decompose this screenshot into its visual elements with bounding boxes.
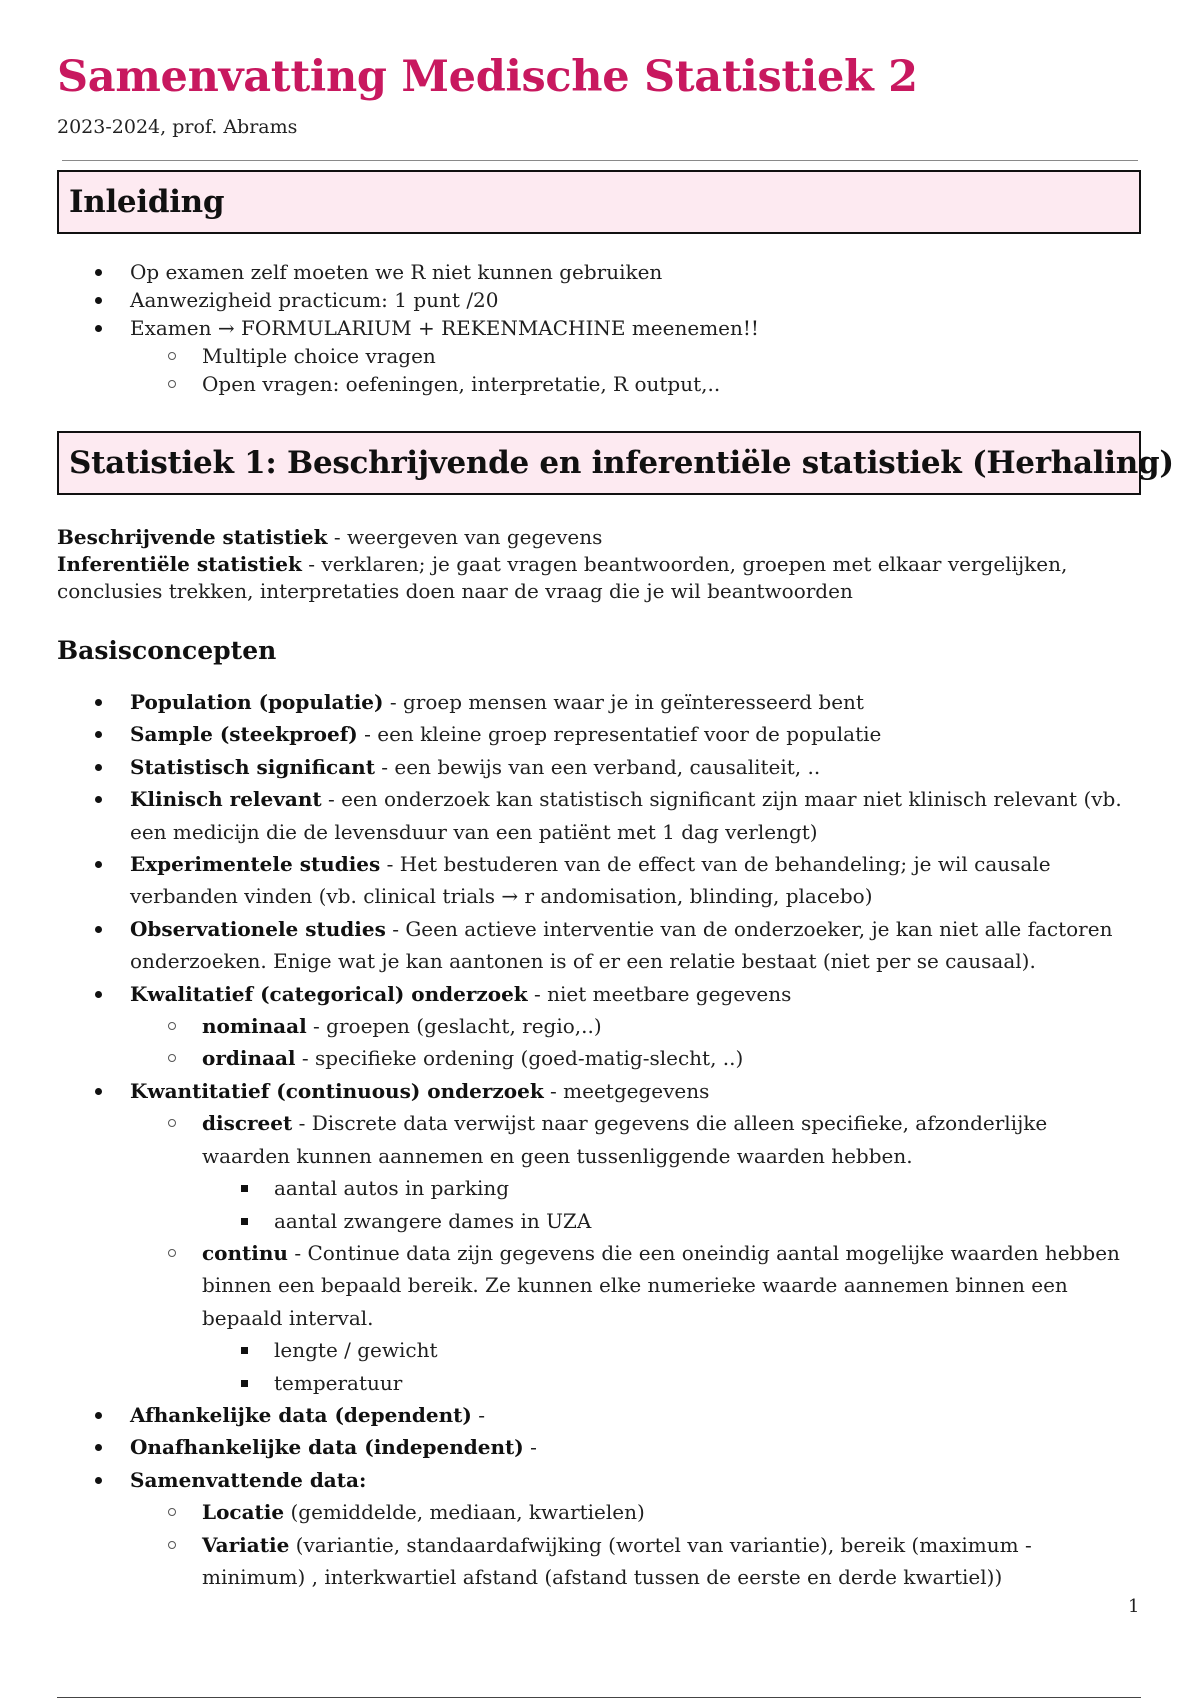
concept-subitem — [0, 1496, 1140, 1528]
concept-text: - Continue data zijn gegevens die een oneindig aantal mogelijke waarden hebben binnen een bepaald bereik. Ze kunnen elke numerieke waarde aannemen binnen een bepaald interval. — [202, 1240, 1120, 1330]
concept-item — [0, 686, 1140, 718]
concept-term: nominaal — [202, 1014, 307, 1039]
concept-item — [0, 1075, 1140, 1107]
concept-subitem — [0, 1010, 1140, 1042]
concept-term: Onafhankelijke data (independent) — [130, 1435, 524, 1460]
subheading-basisconcepten: Basisconcepten — [57, 636, 277, 665]
concept-text: - Het bestuderen van de effect van de behandeling; je wil causale verbanden vinden (vb. clinical trials → r andomisation, blinding, placebo) — [130, 852, 1051, 909]
concept-text: - — [523, 1435, 537, 1460]
concept-term: Variatie — [202, 1532, 290, 1557]
concept-term: Afhankelijke data (dependent) — [130, 1402, 472, 1427]
concept-item — [0, 1431, 1140, 1463]
definitions — [57, 524, 1147, 605]
concept-text: (gemiddelde, mediaan, kwartielen) — [284, 1500, 645, 1525]
concept-term: Locatie — [202, 1500, 285, 1525]
concept-item — [0, 913, 1140, 978]
page-bottom-rule — [57, 1697, 1141, 1698]
definition-text: - weergeven van gegevens — [327, 525, 603, 549]
concept-text: - groep mensen waar je in geïnteresseerd bent — [383, 690, 864, 714]
concept-term: Samenvattende data: — [130, 1467, 367, 1492]
list-subitem: Open vragen: oefeningen, interpretatie, R output,.. — [0, 370, 1200, 398]
document-title: Samenvatting Medische Statistiek 2 — [57, 52, 918, 102]
concept-text: - niet meetbare gegevens — [527, 981, 792, 1006]
concept-example: lengte / gewicht — [0, 1334, 1200, 1366]
section-heading-statistiek-1: Statistiek 1: Beschrijvende en inferentiële statistiek (Herhaling) — [69, 445, 1174, 481]
concept-term: Population (populatie) — [130, 690, 384, 714]
list-item: Aanwezigheid practicum: 1 punt /20 — [0, 286, 1200, 314]
concept-text: - een bewijs van een verband, causaliteit, .. — [374, 754, 821, 779]
concept-text: - — [471, 1402, 485, 1427]
concept-text: - specifieke ordening (goed-matig-slecht, ..) — [295, 1046, 744, 1071]
concept-example: aantal zwangere dames in UZA — [0, 1205, 1200, 1237]
concept-item — [0, 751, 1140, 783]
concept-subitem — [0, 1107, 1140, 1172]
concept-term: Statistisch significant — [130, 754, 375, 779]
definition — [57, 524, 1147, 551]
concept-subitem — [0, 1042, 1140, 1074]
list-item: Op examen zelf moeten we R niet kunnen gebruiken — [0, 258, 1200, 286]
concept-text: - een kleine groep representatief voor de populatie — [357, 722, 882, 747]
concept-item — [0, 978, 1140, 1010]
concept-term: ordinaal — [202, 1046, 296, 1071]
definition-term: Beschrijvende statistiek — [57, 525, 328, 549]
concept-term: Kwalitatief (categorical) onderzoek — [130, 981, 528, 1006]
concept-text: - meetgegevens — [543, 1078, 710, 1103]
section-inleiding — [57, 170, 1141, 234]
definition — [57, 551, 1147, 605]
inleiding-list — [0, 258, 1200, 398]
concept-item — [0, 1399, 1140, 1431]
concept-term: Observationele studies — [130, 916, 386, 941]
concept-subitem — [0, 1529, 1140, 1594]
concept-text: - Discrete data verwijst naar gegevens die alleen specifieke, afzonderlijke waarden kunnen aannemen en geen tussenliggende waarden hebben. — [202, 1111, 1048, 1168]
concept-term: Experimentele studies — [130, 852, 381, 877]
concept-text: - groepen (geslacht, regio,..) — [306, 1014, 602, 1039]
concept-subitem — [0, 1237, 1140, 1334]
document-subtitle: 2023-2024, prof. Abrams — [57, 116, 298, 138]
basisconcepten-list — [0, 686, 1200, 1593]
concept-term: continu — [202, 1240, 288, 1265]
concept-text: (variantie, standaardafwijking (wortel van variantie), bereik (maximum - minimum) , interkwartiel afstand (afstand tussen de eerste en derde kwartiel)) — [202, 1532, 1032, 1589]
concept-term: Sample (steekproef) — [130, 722, 358, 747]
concept-item — [0, 1464, 1140, 1496]
definition-text: - verklaren; je gaat vragen beantwoorden, groepen met elkaar vergelijken, conclusies trekken, interpretaties doen naar de vraag die je wil beantwoorden — [57, 552, 1068, 603]
concept-text: - een onderzoek kan statistisch significant zijn maar niet klinisch relevant (vb. een medicijn die de levensduur van een patiënt met 1 dag verlengt) — [130, 787, 1122, 844]
concept-item — [0, 783, 1140, 848]
concept-example: temperatuur — [0, 1367, 1200, 1399]
concept-item — [0, 718, 1140, 750]
section-heading-inleiding: Inleiding — [69, 184, 225, 220]
page-number: 1 — [1128, 1596, 1140, 1617]
concept-term: Klinisch relevant — [130, 787, 322, 812]
list-subitem: Multiple choice vragen — [0, 342, 1200, 370]
list-item: Examen → FORMULARIUM + REKENMACHINE meenemen!! — [0, 314, 1200, 342]
concept-term: discreet — [202, 1111, 293, 1136]
concept-item — [0, 848, 1140, 913]
definition-term: Inferentiële statistiek — [57, 552, 302, 576]
section-statistiek-1 — [57, 431, 1174, 495]
concept-term: Kwantitatief (continuous) onderzoek — [130, 1078, 544, 1103]
concept-text: - Geen actieve interventie van de onderzoeker, je kan niet alle factoren onderzoeken. Enige wat je kan aantonen is of er een relatie bestaat (niet per se causaal). — [130, 916, 1113, 974]
concept-example: aantal autos in parking — [0, 1172, 1200, 1204]
title-divider — [62, 160, 1138, 161]
